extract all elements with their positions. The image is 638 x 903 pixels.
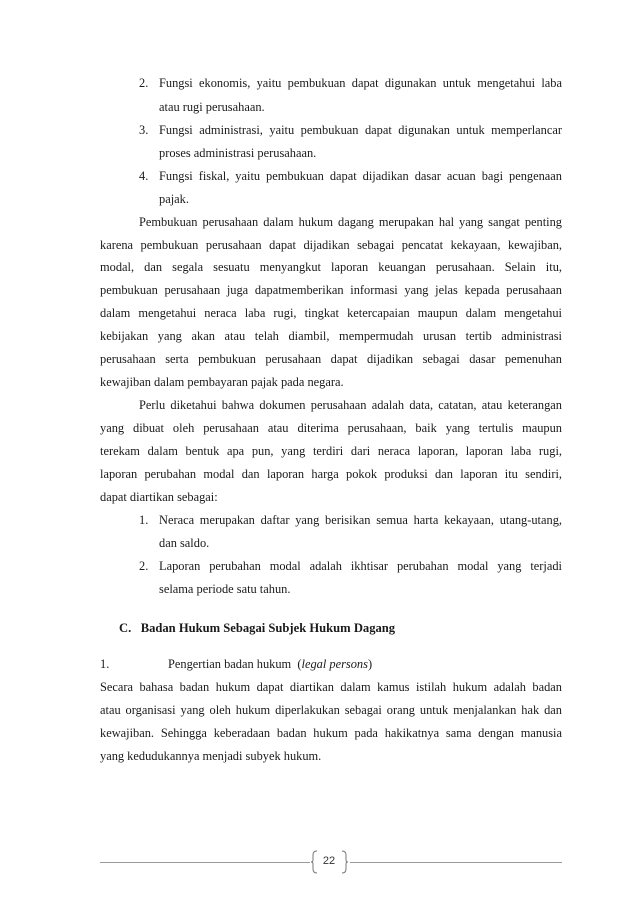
footer-rule-right (350, 862, 562, 863)
list-item-number: 2. (139, 559, 149, 573)
page-number: 22 (322, 855, 336, 867)
paragraph-line: yang dibuat oleh perusahaan atau diterima perusahaan, baik yang tertulis maupun (100, 421, 562, 435)
list-item-line: Fungsi fiskal, yaitu pembukuan dapat dijadikan dasar acuan bagi pengenaan (159, 169, 562, 183)
list-item-line: dan saldo. (159, 536, 210, 550)
paragraph-line: pembukuan perusahaan juga dapatmemberikan informasi yang jelas kepada perusahaan (100, 283, 562, 297)
paragraph-line: Pembukuan perusahaan dalam hukum dagang merupakan hal yang sangat penting (139, 215, 562, 229)
section-heading: C. Badan Hukum Sebagai Subjek Hukum Dagang (119, 621, 396, 635)
list-item-line: atau rugi perusahaan. (159, 100, 265, 114)
list-item-number: 4. (139, 169, 149, 183)
list-item-line: pajak. (159, 192, 189, 206)
paragraph-line: modal, dan segala sesuatu menyangkut laporan keuangan perusahaan. Selain itu, (100, 260, 562, 274)
list-item-number: 3. (139, 123, 149, 137)
paragraph-line: terekam dalam bentuk apa pun, yang terdiri dari neraca laporan, laporan laba rugi, (100, 444, 562, 458)
subsection-number: 1. (100, 657, 110, 671)
paragraph-line: laporan perubahan modal dan laporan harga pokok produksi dan laporan itu sendiri, (100, 467, 562, 481)
left-bracket-icon (311, 850, 318, 874)
paragraph-line: dapat diartikan sebagai: (100, 490, 218, 504)
list-item-line: Fungsi administrasi, yaitu pembukuan dapat digunakan untuk memperlancar (159, 123, 562, 137)
list-item-number: 1. (139, 513, 149, 527)
list-item-line: proses administrasi perusahaan. (159, 146, 317, 160)
paragraph-line: dalam mengetahui neraca laba rugi, tingkat ketercapaian maupun dalam mengetahui (100, 306, 562, 320)
list-item-line: Neraca merupakan daftar yang berisikan semua harta kekayaan, utang-utang, (159, 513, 562, 527)
paragraph-line: Secara bahasa badan hukum dapat diartikan dalam kamus istilah hukum adalah badan (100, 680, 562, 694)
list-item-line: Laporan perubahan modal adalah ikhtisar perubahan modal yang terjadi (159, 559, 562, 573)
list-item-line: selama periode satu tahun. (159, 582, 291, 596)
subsection-title: Pengertian badan hukum (legal persons) (168, 657, 373, 671)
paragraph-line: kebijakan yang akan atau telah diambil, mempermudah urusan tertib administrasi (100, 329, 562, 343)
paragraph-line: kewajiban dalam pembayaran pajak pada negara. (100, 375, 344, 389)
paragraph-line: perusahaan serta pembukuan perusahaan dapat dijadikan sebagai dasar pemenuhan (100, 352, 562, 366)
paragraph-line: Perlu diketahui bahwa dokumen perusahaan adalah data, catatan, atau keterangan (139, 398, 562, 412)
paragraph-line: karena pembukuan perusahaan dapat dijadikan sebagai pencatat kekayaan, kewajiban, (100, 238, 562, 252)
paragraph-line: yang kedudukannya menjadi subyek hukum. (100, 749, 322, 763)
list-item-line: Fungsi ekonomis, yaitu pembukuan dapat digunakan untuk mengetahui laba (159, 76, 562, 90)
footer-rule-left (100, 862, 310, 863)
paragraph-line: kewajiban. Sehingga keberadaan badan hukum pada hakikatnya sama dengan manusia (100, 726, 562, 740)
right-bracket-icon (341, 850, 348, 874)
paragraph-line: atau organisasi yang oleh hukum diperlakukan sebagai orang untuk menjalankan hak dan (100, 703, 562, 717)
list-item-number: 2. (139, 76, 149, 90)
